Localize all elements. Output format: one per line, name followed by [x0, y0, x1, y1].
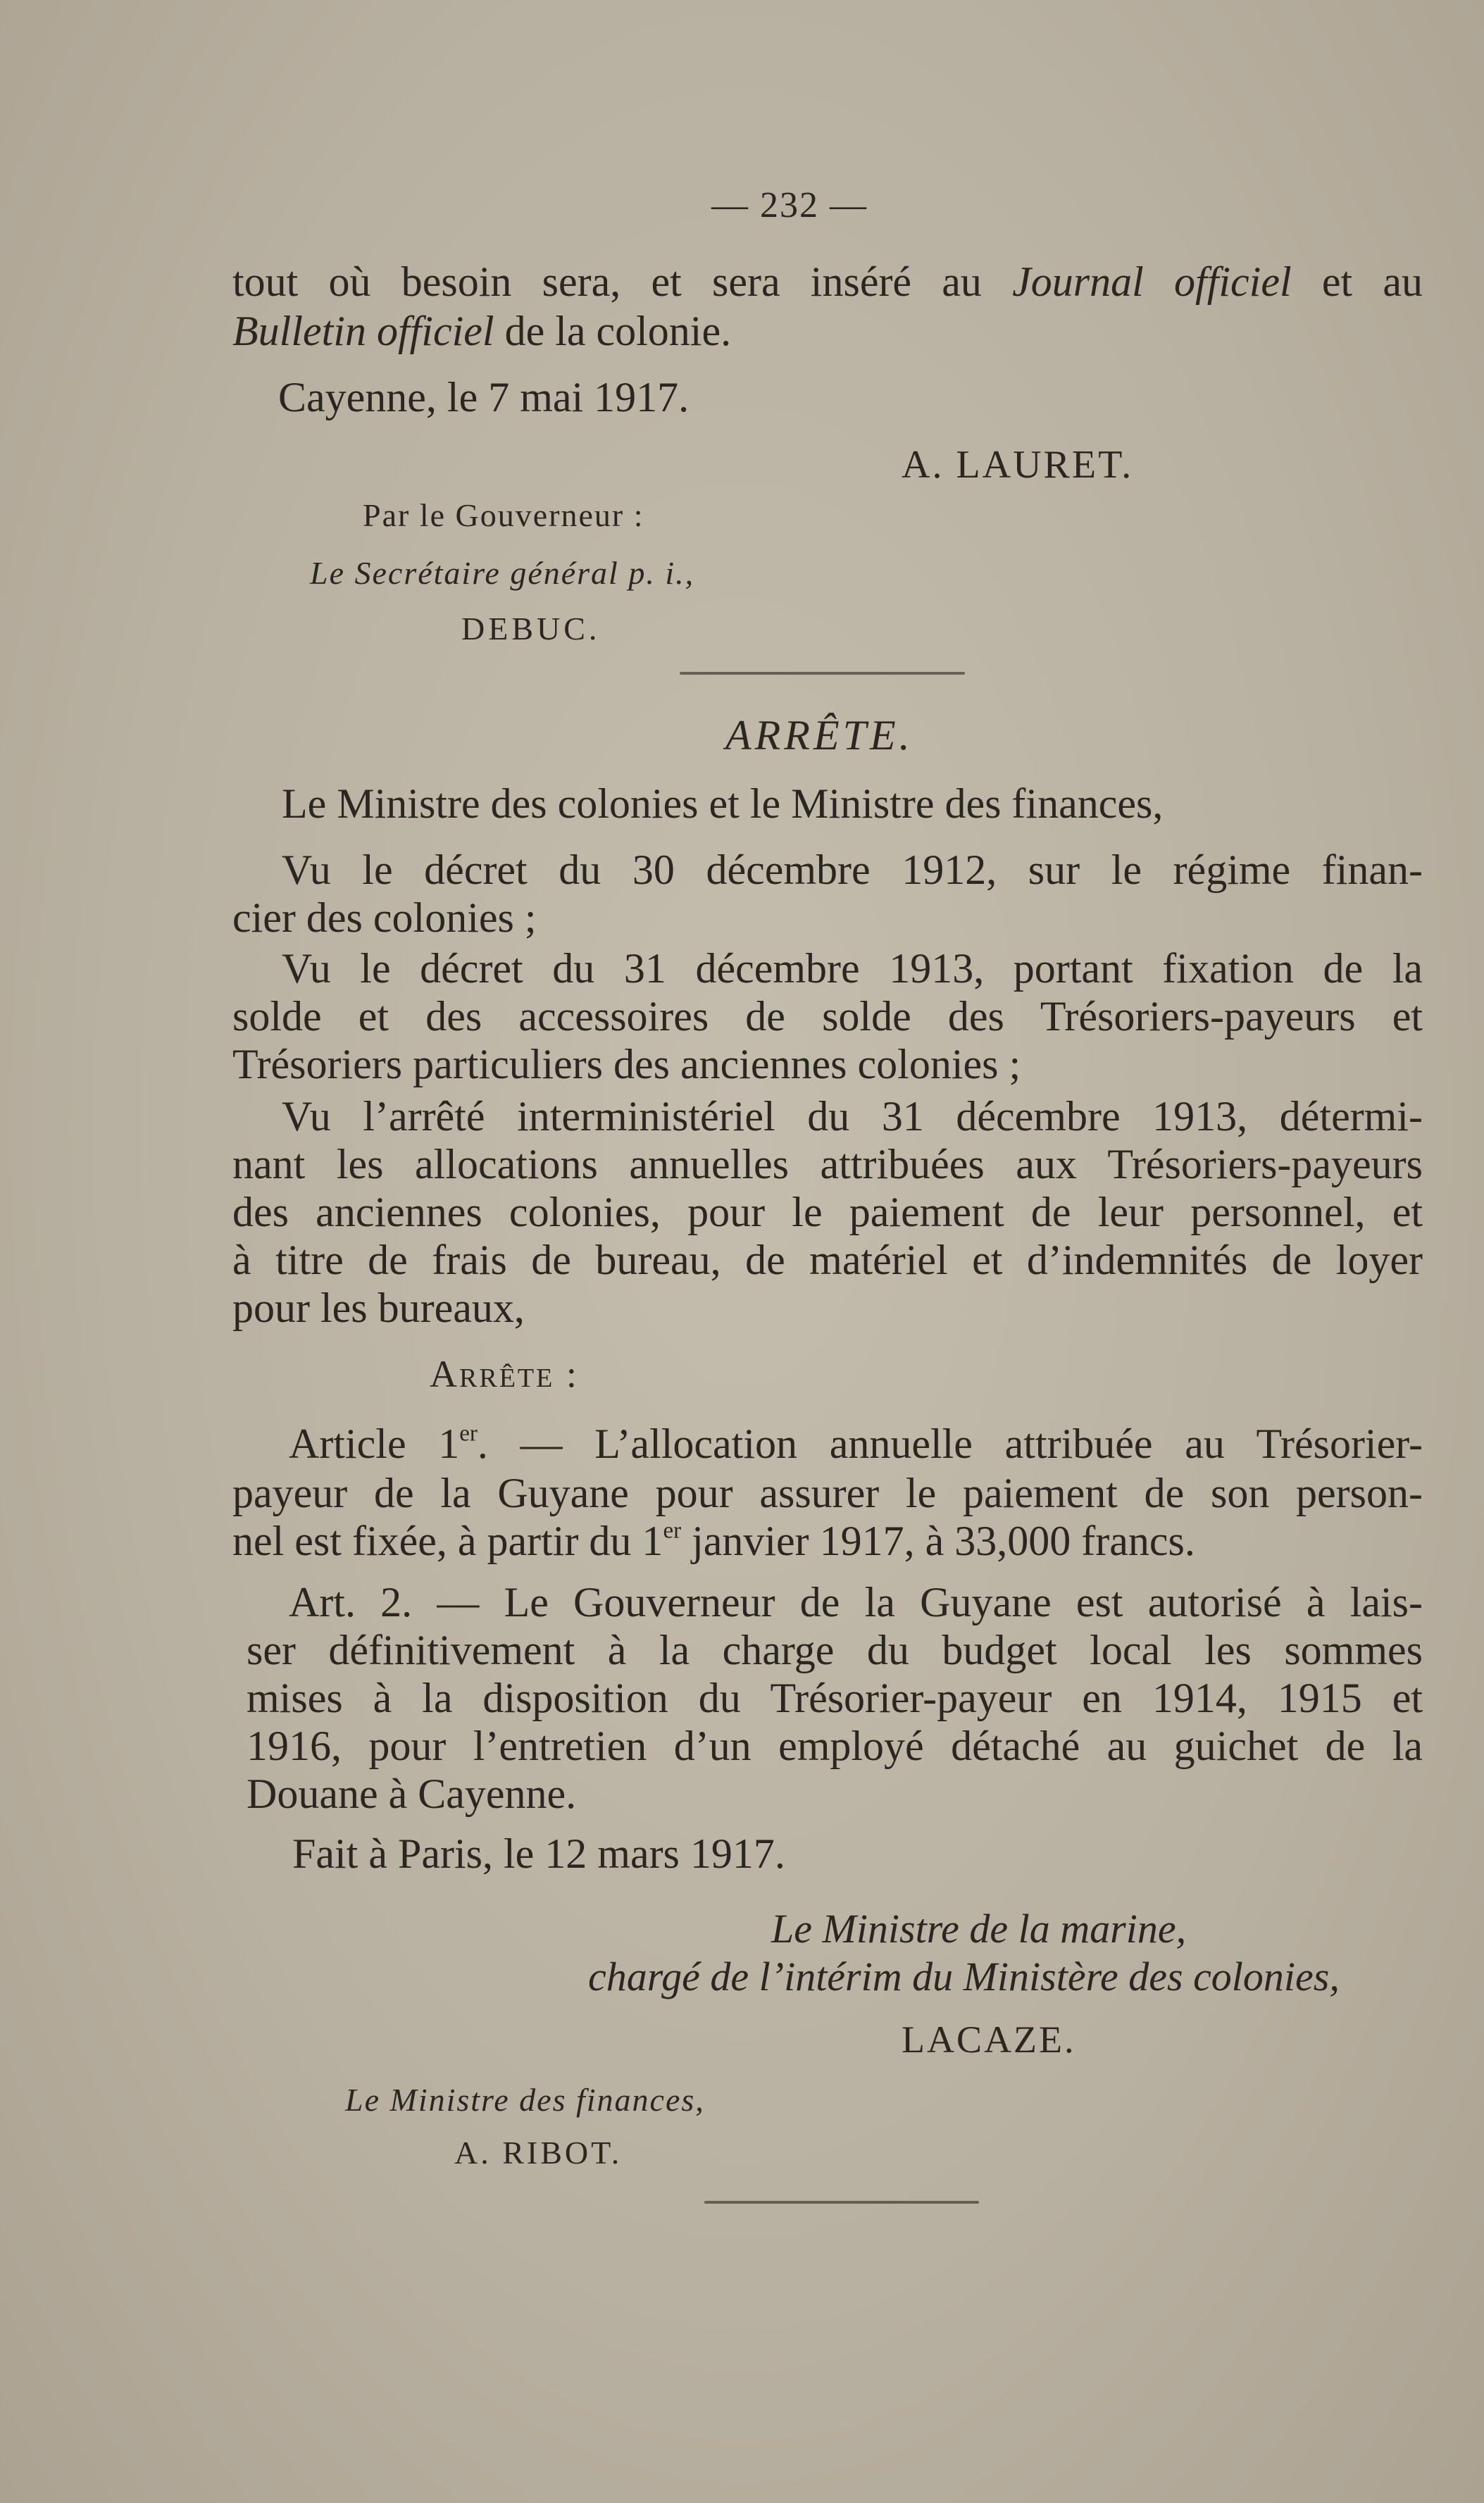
lacaze-name: LACAZE. [902, 2018, 1076, 2061]
article-1-label-sup: er [459, 1421, 478, 1447]
closing-line-1-start: tout où besoin sera, et sera inséré au [232, 258, 982, 305]
vu-3-line-5: pour les bureaux, [232, 1285, 525, 1331]
par-le-gouverneur: Par le Gouverneur : [363, 497, 644, 533]
cayenne-date: Cayenne, le 7 mai 1917. [278, 374, 690, 420]
journal-officiel: Journal officiel [1012, 258, 1292, 305]
arrete-heading: ARRÊTE. [725, 712, 914, 759]
ministre-marine: Le Ministre de la marine, [771, 1906, 1187, 1952]
vu-3-line-1: Vu l’arrêté interministériel du 31 décembre 1913, détermi- [282, 1093, 1423, 1140]
closing-line-2-end: de la colonie. [504, 308, 732, 354]
article-2-line-5: Douane à Cayenne. [247, 1771, 577, 1817]
page-number: — 232 — [711, 185, 868, 225]
article-1-line-3-end: janvier 1917, à 33,000 francs. [681, 1518, 1195, 1564]
signatory-lauret: A. LAURET. [902, 443, 1134, 487]
vu-1-line-2: cier des colonies ; [232, 894, 537, 941]
vu-2-line-1: Vu le décret du 31 décembre 1913, portant fixation de la [282, 945, 1423, 992]
article-1-line-1-rest: . — L’allocation annuelle attribuée au Trésorier- [477, 1421, 1423, 1467]
article-2-line-4: 1916, pour l’entretien d’un employé détaché au guichet de la [247, 1723, 1423, 1769]
preamble: Le Ministre des colonies et le Ministre des finances, [282, 780, 1164, 827]
article-1-line-3 [232, 1516, 1423, 1566]
article-1-line-1 [289, 1419, 1423, 1468]
article-1-line-3-sup: er [663, 1518, 682, 1544]
closing-line-1-end: et au [1321, 258, 1423, 305]
debuc-name: DEBUC. [461, 611, 601, 647]
closing-line-2 [232, 306, 1423, 356]
fait-a-paris: Fait à Paris, le 12 mars 1917. [292, 1830, 785, 1877]
ministre-finances: Le Ministre des finances, [345, 2082, 705, 2118]
ribot-name: A. RIBOT. [454, 2135, 623, 2171]
vu-2-line-2: solde et des accessoires de solde des Trésoriers-payeurs et [232, 993, 1423, 1040]
vu-3-line-2: nant les allocations annuelles attribuées aux Trésoriers-payeurs [232, 1141, 1423, 1187]
separator-rule-bottom [704, 2201, 979, 2204]
article-1-line-2: payeur de la Guyane pour assurer le paiement de son person- [232, 1470, 1423, 1516]
vu-3-line-4: à titre de frais de bureau, de matériel et d’indemnités de loyer [232, 1237, 1423, 1283]
closing-line-1 [232, 257, 1423, 306]
secretaire-general: Le Secrétaire général p. i., [310, 555, 695, 591]
article-2-line-3: mises à la disposition du Trésorier-payeur en 1914, 1915 et [247, 1675, 1423, 1721]
vu-2-line-3: Trésoriers particuliers des anciennes colonies ; [232, 1041, 1021, 1087]
article-1-label: Article 1 [289, 1421, 460, 1467]
vu-3-line-3: des anciennes colonies, pour le paiement de leur personnel, et [232, 1189, 1423, 1235]
bulletin-officiel: Bulletin officiel [232, 308, 494, 354]
separator-rule-top [680, 672, 965, 675]
arrete-label: Arrête : [430, 1353, 579, 1395]
article-1-line-3-start: nel est fixée, à partir du 1 [232, 1518, 663, 1564]
article-2-line-2: ser définitivement à la charge du budget local les sommes [247, 1627, 1423, 1673]
vu-1-line-1: Vu le décret du 30 décembre 1912, sur le régime finan- [282, 847, 1423, 893]
article-2-line-1: Art. 2. — Le Gouverneur de la Guyane est autorisé à lais- [289, 1579, 1423, 1625]
interim-colonies: chargé de l’intérim du Ministère des colonies, [588, 1954, 1340, 1999]
